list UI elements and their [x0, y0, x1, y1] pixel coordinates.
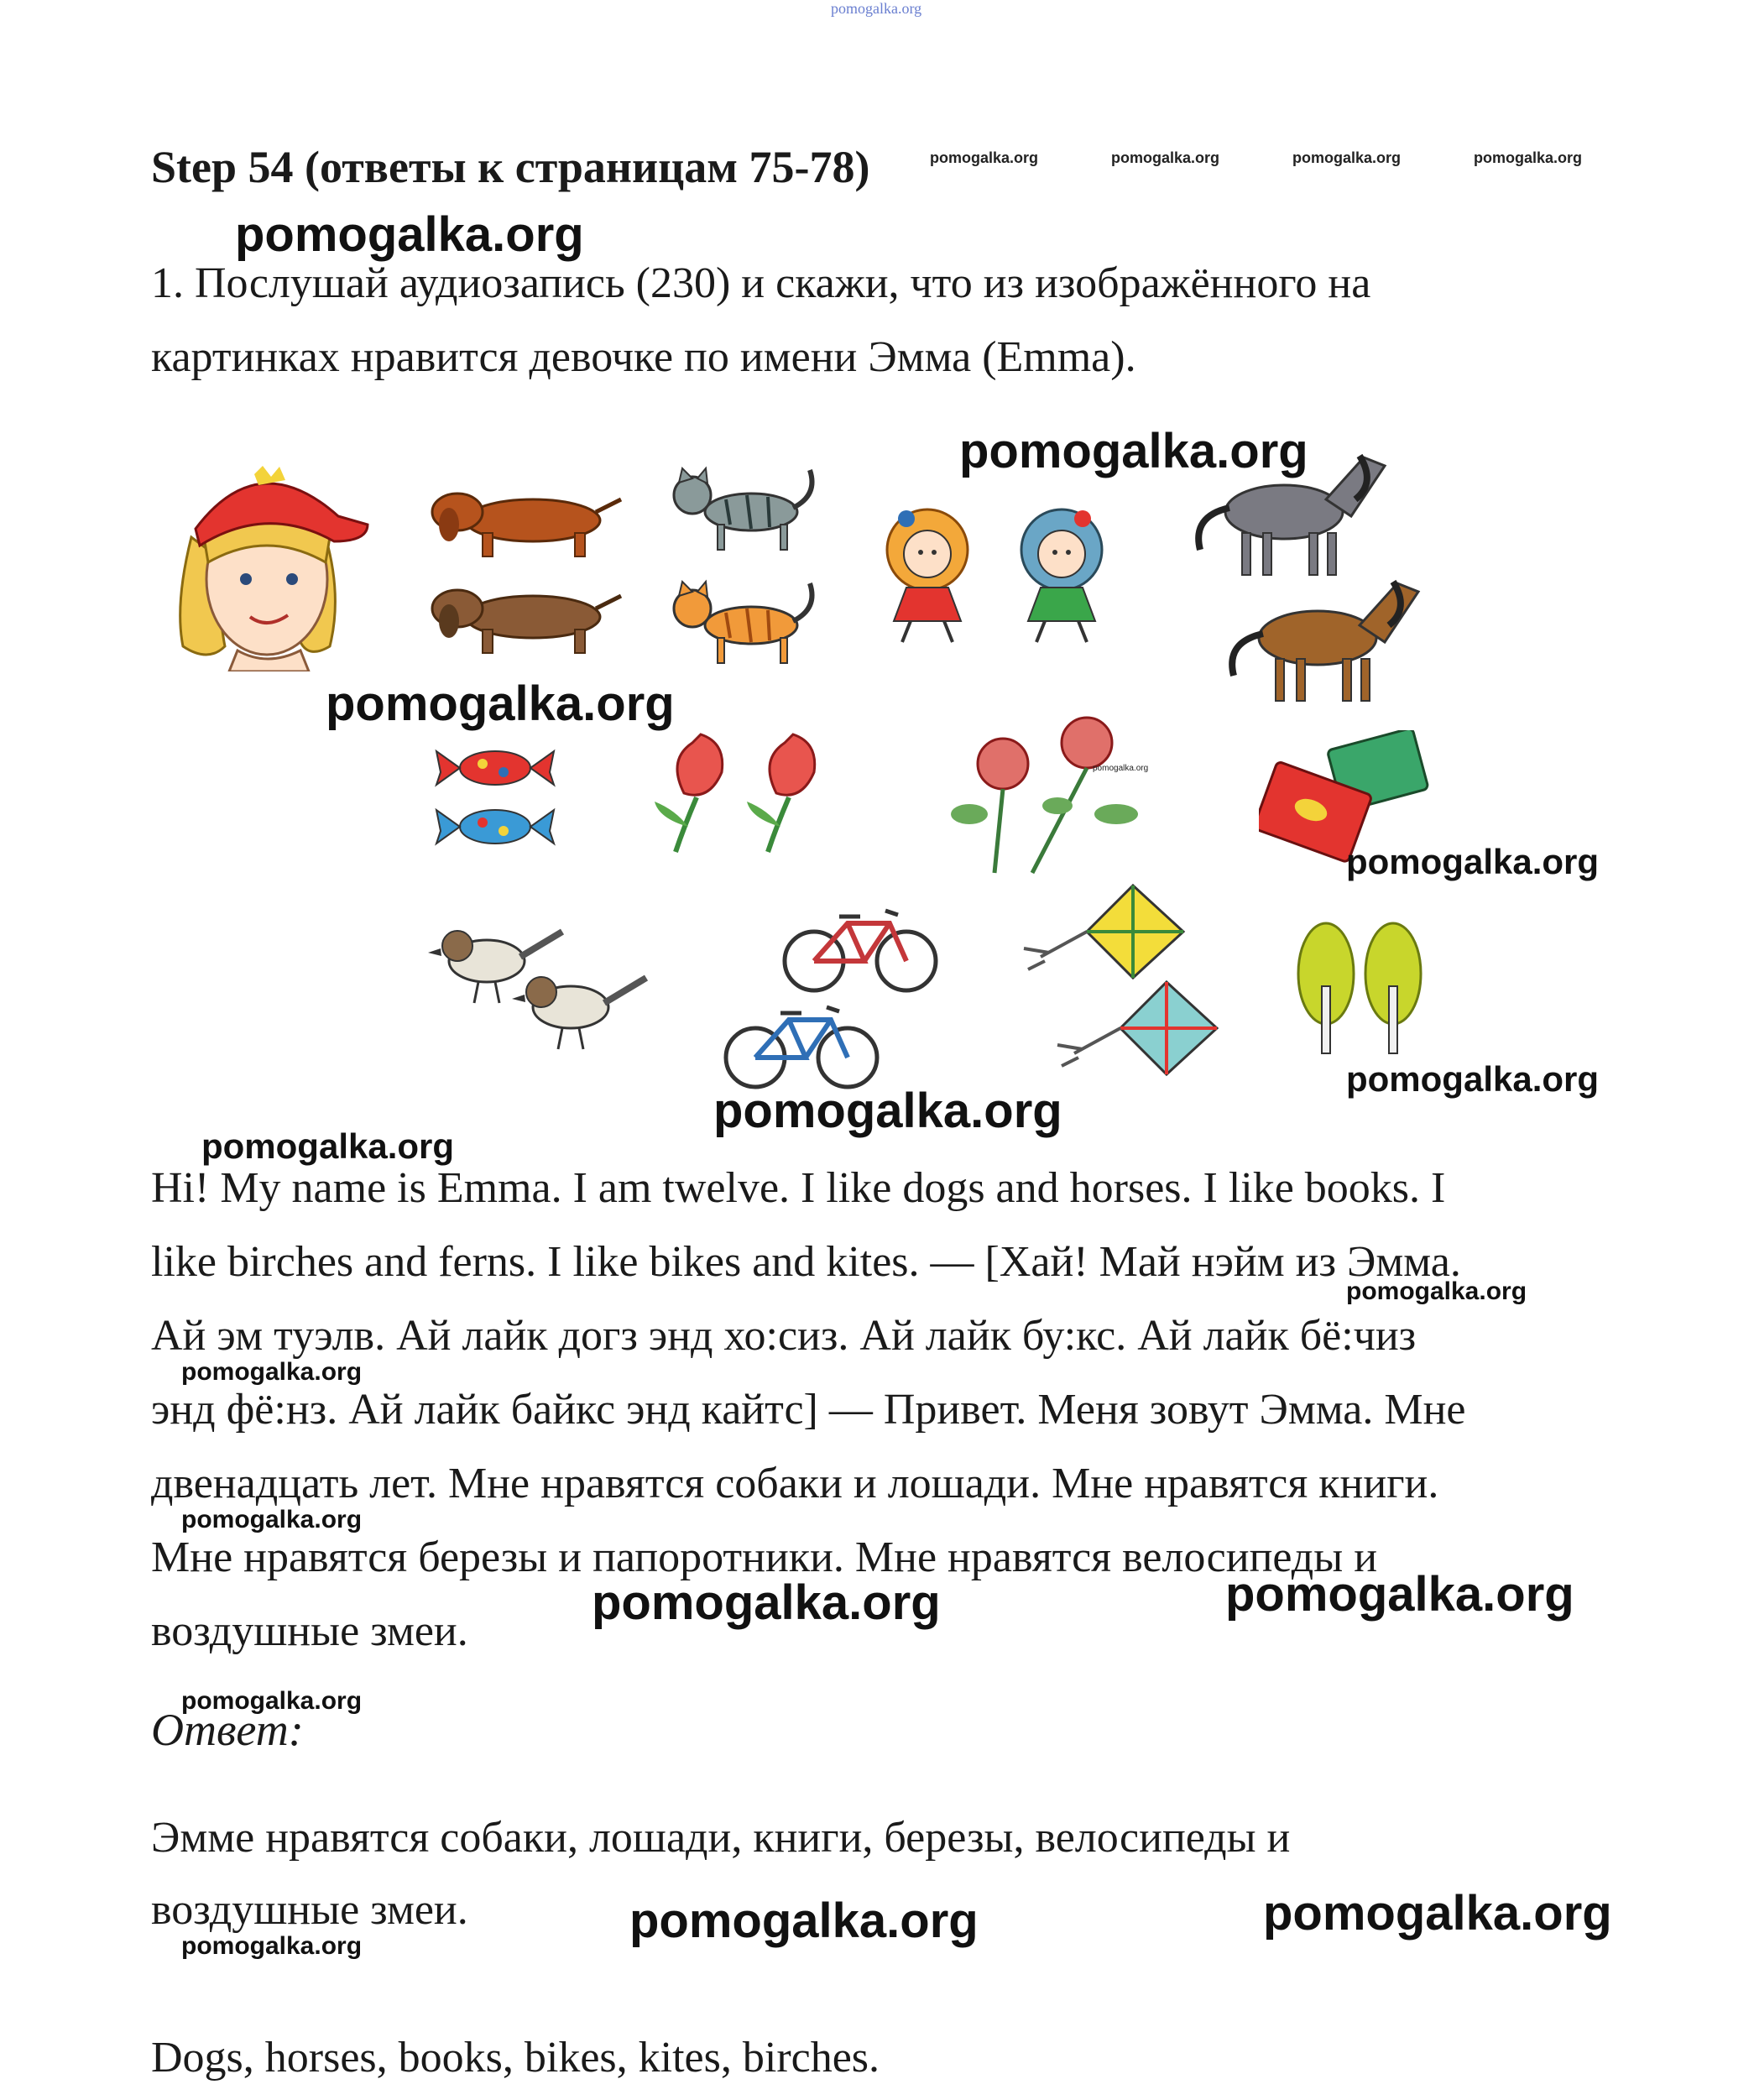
watermark: pomogalka.org	[1111, 149, 1220, 166]
rose-icon	[948, 713, 1167, 877]
bike-icon	[722, 898, 948, 1091]
cat-icon	[667, 462, 835, 684]
transcript-line: Мне нравятся березы и папоротники. Мне нравятся велосипеды и	[151, 1533, 1378, 1581]
transcript-line: энд фё:нз. Ай лайк байкс энд кайтс] — Привет. Меня зовут Эмма. Мне	[151, 1386, 1466, 1434]
watermark: pomogalka.org	[1346, 1059, 1600, 1099]
transcript-line: Ай эм туэлв. Ай лайк догз энд хо:сиз. Ай лайк бу:кс. Ай лайк бё:чиз	[151, 1312, 1417, 1360]
watermark: pomogalka.org	[629, 1894, 979, 1948]
bird-icon	[428, 919, 655, 1058]
watermark: pomogalka.org	[1474, 149, 1583, 166]
transcript-line: like birches and ferns. I like bikes and kites. — [Хай! Май нэйм из Эмма.	[151, 1238, 1461, 1286]
answer-label: Ответ:	[151, 1705, 304, 1755]
watermark: pomogalka.org	[326, 676, 675, 731]
watermark: pomogalka.org	[181, 1358, 363, 1386]
watermark: pomogalka.org	[592, 1575, 941, 1630]
answer-line: воздушные змеи.	[151, 1886, 468, 1934]
task-line: картинках нравится девочке по имени Эмма (Emma).	[151, 333, 1136, 381]
kite-icon	[1015, 881, 1234, 1083]
candy-icon	[432, 734, 558, 860]
watermark: pomogalka.org	[1093, 764, 1149, 773]
horse-icon	[1183, 441, 1435, 709]
watermark: pomogalka.org	[930, 149, 1039, 166]
watermark: pomogalka.org	[235, 207, 584, 262]
watermark: pomogalka.org	[1292, 149, 1402, 166]
page-title: Step 54 (ответы к страницам 75-78)	[151, 142, 870, 192]
task-line: 1. Послушай аудиозапись (230) и скажи, что из изображённого на	[151, 259, 1371, 307]
watermark: pomogalka.org	[959, 424, 1308, 478]
girl-icon	[158, 436, 384, 671]
watermark: pomogalka.org	[181, 1506, 363, 1533]
watermark: pomogalka.org	[181, 1687, 363, 1715]
watermark: pomogalka.org	[1346, 842, 1600, 881]
tulip-icon	[650, 726, 852, 860]
top-watermark: pomogalka.org	[831, 0, 922, 17]
watermark: pomogalka.org	[201, 1126, 455, 1166]
birch-icon	[1292, 919, 1435, 1058]
dog-icon	[424, 478, 629, 671]
transcript-line: воздушные змеи.	[151, 1607, 468, 1655]
watermark: pomogalka.org	[1263, 1886, 1612, 1941]
answer-line: Dogs, horses, books, bikes, kites, birches.	[151, 2034, 880, 2082]
transcript-line: двенадцать лет. Мне нравятся собаки и лошади. Мне нравятся книги.	[151, 1460, 1439, 1507]
doll-icon	[869, 504, 1137, 646]
answer-line: Эмме нравятся собаки, лошади, книги, березы, велосипеды и	[151, 1814, 1291, 1862]
transcript-line: Hi! My name is Emma. I am twelve. I like dogs and horses. I like books. I	[151, 1164, 1446, 1212]
watermark: pomogalka.org	[181, 1932, 363, 1960]
watermark: pomogalka.org	[1346, 1277, 1527, 1305]
watermark: pomogalka.org	[713, 1084, 1062, 1138]
watermark: pomogalka.org	[1225, 1567, 1574, 1622]
